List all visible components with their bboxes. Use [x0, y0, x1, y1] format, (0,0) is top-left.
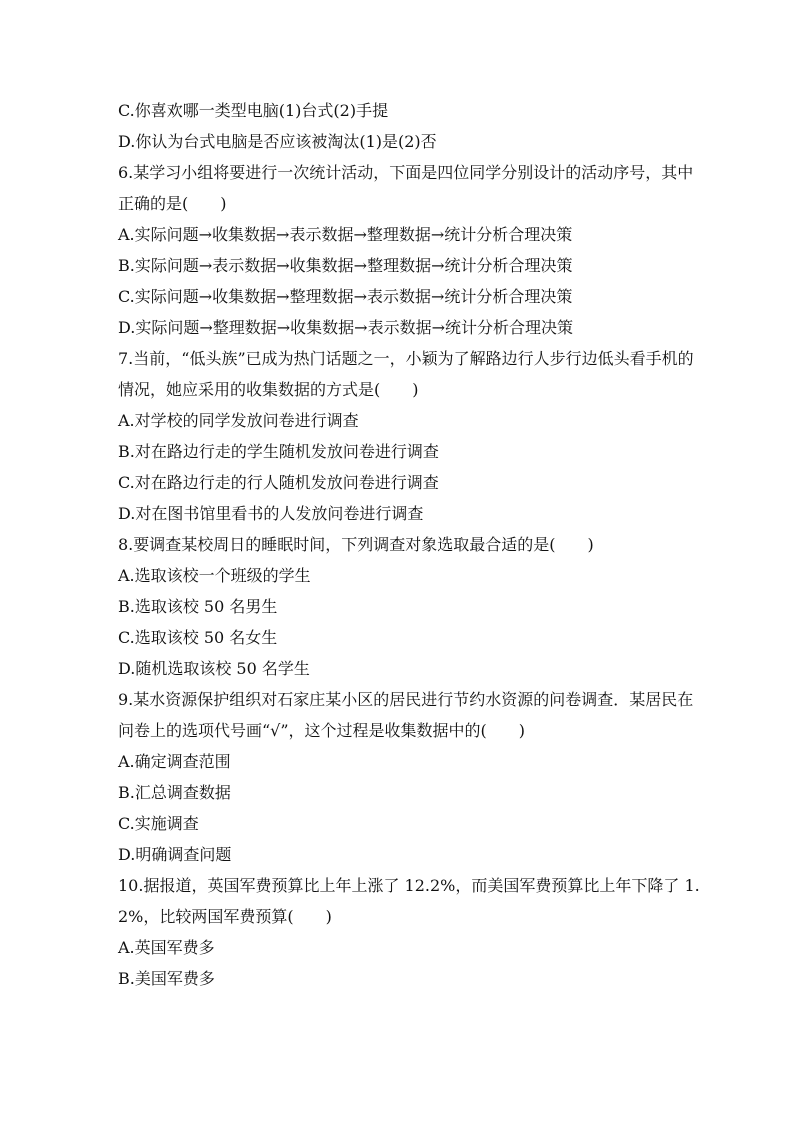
q8-option-b: B.选取该校 50 名男生	[118, 597, 278, 616]
q9-option-d: D.明确调查问题	[118, 845, 232, 864]
question-6: 6.某学习小组将要进行一次统计活动，下面是四位同学分别设计的活动序号，其中正确的是( )	[118, 163, 694, 213]
q9-option-c: C.实施调查	[118, 814, 199, 833]
q9-option-a: A.确定调查范围	[118, 752, 231, 771]
q6-option-a: A.实际问题→收集数据→表示数据→整理数据→统计分析合理决策	[118, 225, 573, 244]
q5-option-d: D.你认为台式电脑是否应该被淘汰(1)是(2)否	[118, 132, 437, 151]
q10-option-b: B.美国军费多	[118, 969, 215, 988]
question-8: 8.要调查某校周日的睡眠时间，下列调查对象选取最合适的是( )	[118, 535, 594, 554]
q6-option-b: B.实际问题→表示数据→收集数据→整理数据→统计分析合理决策	[118, 256, 573, 275]
q6-option-d: D.实际问题→整理数据→收集数据→表示数据→统计分析合理决策	[118, 318, 573, 337]
q7-option-d: D.对在图书馆里看书的人发放问卷进行调查	[118, 504, 424, 523]
question-text	[118, 95, 708, 994]
q9-option-b: B.汇总调查数据	[118, 783, 231, 802]
q8-option-c: C.选取该校 50 名女生	[118, 628, 278, 647]
q7-option-c: C.对在路边行走的行人随机发放问卷进行调查	[118, 473, 439, 492]
q10-option-a: A.英国军费多	[118, 938, 215, 957]
question-9: 9.某水资源保护组织对石家庄某小区的居民进行节约水资源的问卷调查．某居民在问卷上的选项代号画“√”，这个过程是收集数据中的( )	[118, 690, 694, 740]
q5-option-c: C.你喜欢哪一类型电脑(1)台式(2)手提	[118, 101, 389, 120]
q6-option-c: C.实际问题→收集数据→整理数据→表示数据→统计分析合理决策	[118, 287, 573, 306]
q8-option-d: D.随机选取该校 50 名学生	[118, 659, 310, 678]
question-7: 7.当前，“低头族”已成为热门话题之一，小颖为了解路边行人步行边低头看手机的情况，她应采用的收集数据的方式是( )	[118, 349, 694, 399]
q7-option-a: A.对学校的同学发放问卷进行调查	[118, 411, 359, 430]
q7-option-b: B.对在路边行走的学生随机发放问卷进行调查	[118, 442, 439, 461]
question-10: 10.据报道，英国军费预算比上年上涨了 12.2%，而美国军费预算比上年下降了 1.2%，比较两国军费预算( )	[118, 876, 700, 926]
q8-option-a: A.选取该校一个班级的学生	[118, 566, 311, 585]
